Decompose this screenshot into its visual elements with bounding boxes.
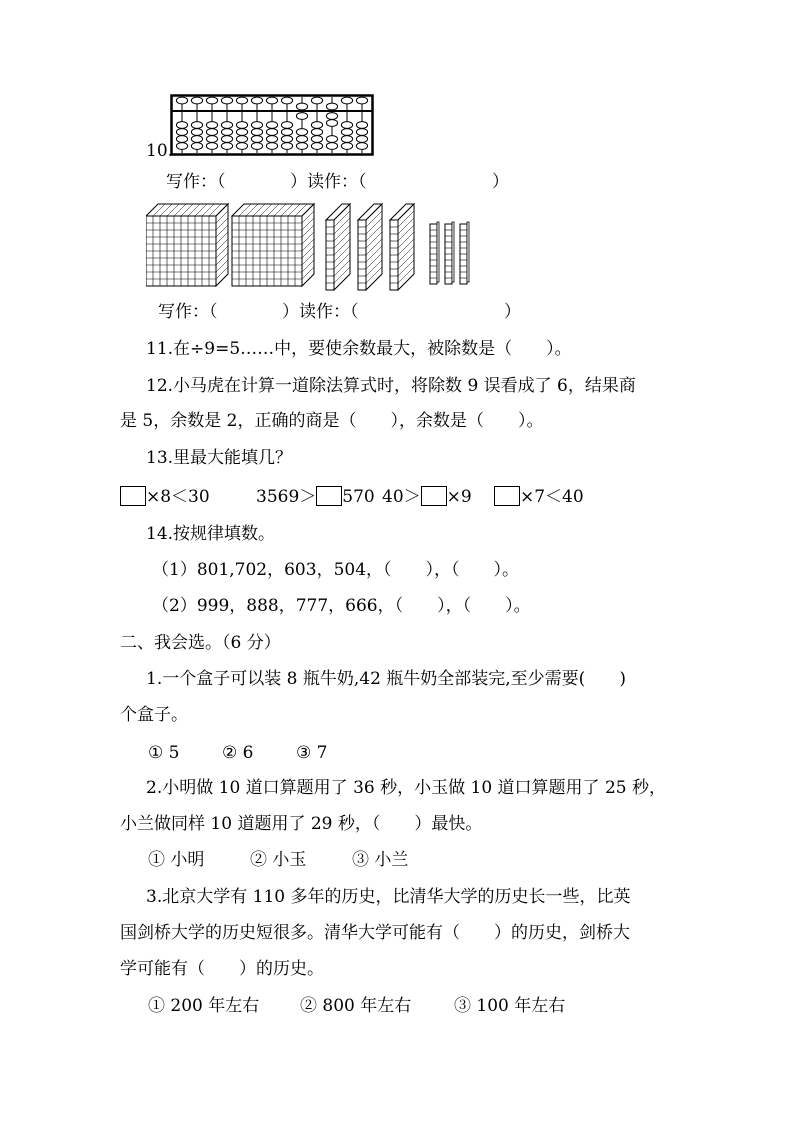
- abacus-bead: [236, 143, 247, 150]
- abacus-bead: [176, 136, 187, 143]
- abacus-bead: [191, 129, 202, 136]
- question-14-line2: （2）999，888，777，666，（ ），（ ）。: [152, 596, 531, 616]
- s2-q2-option-2[interactable]: ② 小玉: [250, 850, 307, 870]
- abacus-bead: [251, 122, 262, 129]
- abacus-bead: [311, 136, 322, 143]
- abacus-bead: [356, 122, 367, 129]
- abacus-bead: [341, 122, 352, 129]
- question-10-number: 10.: [146, 141, 174, 161]
- abacus-bead: [206, 97, 217, 104]
- abacus-bead: [326, 103, 337, 110]
- abacus-bead: [341, 97, 352, 104]
- abacus-bead: [356, 143, 367, 150]
- abacus-bead: [281, 129, 292, 136]
- abacus-bead: [296, 136, 307, 143]
- abacus-bead: [176, 122, 187, 129]
- abacus-bead: [266, 129, 277, 136]
- abacus-bead: [236, 136, 247, 143]
- rod-side: [437, 222, 439, 282]
- s2-q1-option-1[interactable]: ① 5: [148, 743, 180, 763]
- question-12-line1: 12.小马虎在计算一道除法算式时，将除数 9 误看成了 6，结果商: [146, 376, 636, 396]
- abacus-bead: [206, 136, 217, 143]
- q13-item-1: [120, 486, 210, 508]
- abacus-bead: [191, 122, 202, 129]
- answer-box[interactable]: [120, 486, 146, 506]
- abacus-bead: [251, 97, 262, 104]
- thousand-cube: [146, 204, 228, 286]
- abacus-bead: [206, 143, 217, 150]
- abacus-bead: [236, 97, 247, 104]
- abacus-bead: [191, 97, 202, 104]
- abacus-bead: [296, 103, 307, 110]
- q13-text: 40＞: [382, 487, 421, 507]
- s2-q2-line2: 小兰做同样 10 道题用了 29 秒，（ ）最快。: [120, 814, 483, 834]
- question-14-title: 14.按规律填数。: [146, 524, 276, 544]
- s2-q3-option-2[interactable]: ② 800 年左右: [300, 996, 412, 1016]
- base-ten-blocks-figure: [146, 202, 476, 292]
- abacus-bead: [311, 129, 322, 136]
- abacus-bead: [341, 129, 352, 136]
- abacus-bead: [251, 143, 262, 150]
- answer-box[interactable]: [494, 486, 520, 506]
- abacus-bead: [266, 143, 277, 150]
- abacus-bead: [281, 97, 292, 104]
- q10-row2-read-label: ）读作：（: [282, 302, 359, 322]
- q13-text: ×9: [446, 487, 472, 507]
- hundred-flat: [326, 204, 350, 290]
- abacus-bead: [311, 122, 322, 129]
- s2-q3-option-1[interactable]: ① 200 年左右: [148, 996, 260, 1016]
- abacus-bead: [251, 129, 262, 136]
- abacus-bead: [311, 97, 322, 104]
- abacus-bead: [221, 143, 232, 150]
- thousand-cube: [232, 204, 314, 286]
- ten-rod: [445, 222, 454, 284]
- abacus-bead: [176, 97, 187, 104]
- q13-text: 570: [342, 487, 375, 507]
- s2-q1-line1: 1.一个盒子可以装 8 瓶牛奶,42 瓶牛奶全部装完,至少需要( ): [146, 669, 626, 689]
- section-2-title: 二、我会选。（6 分）: [120, 633, 281, 653]
- abacus-bead: [356, 136, 367, 143]
- s2-q2-line1: 2.小明做 10 道口算题用了 36 秒，小玉做 10 道口算题用了 25 秒，: [146, 778, 666, 798]
- abacus-bead: [296, 143, 307, 150]
- hundred-flat: [390, 204, 414, 290]
- abacus-bead: [176, 129, 187, 136]
- q13-text: ×8＜30: [146, 487, 210, 507]
- abacus-bead: [251, 136, 262, 143]
- q13-item-3: [382, 486, 472, 508]
- abacus-bead: [341, 143, 352, 150]
- abacus-bead: [236, 122, 247, 129]
- abacus-bead: [341, 136, 352, 143]
- q13-item-2: [256, 486, 375, 508]
- abacus-bead: [326, 113, 337, 120]
- rod-side: [452, 222, 454, 282]
- abacus-figure: [170, 94, 374, 156]
- abacus-bead: [356, 97, 367, 104]
- s2-q1-option-3[interactable]: ③ 7: [296, 743, 328, 763]
- q10-row1-read-label: ）读作：（: [290, 172, 367, 192]
- question-13-title: 13.里最大能填几？: [146, 448, 293, 468]
- abacus-bead: [221, 129, 232, 136]
- question-12-line2: 是 5，余数是 2，正确的商是（ ），余数是（ ）。: [120, 411, 544, 431]
- abacus-bead: [221, 97, 232, 104]
- abacus-bead: [326, 120, 337, 127]
- abacus-bead: [266, 136, 277, 143]
- abacus-bead: [236, 129, 247, 136]
- s2-q3-option-3[interactable]: ③ 100 年左右: [454, 996, 566, 1016]
- abacus-bead: [176, 143, 187, 150]
- q10-row2-close: ）: [504, 302, 521, 322]
- abacus-bead: [311, 143, 322, 150]
- s2-q3-line1: 3.北京大学有 110 多年的历史，比清华大学的历史长一些，比英: [146, 887, 631, 907]
- abacus-bead: [266, 122, 277, 129]
- s2-q1-line2: 个盒子。: [120, 705, 188, 725]
- ten-rod: [460, 222, 469, 284]
- abacus-bead: [281, 143, 292, 150]
- ten-rod: [430, 222, 439, 284]
- s2-q3-line2: 国剑桥大学的历史短很多。清华大学可能有（ ）的历史，剑桥大: [120, 923, 630, 943]
- answer-box[interactable]: [421, 486, 447, 506]
- question-11: 11.在÷9=5……中，要使余数最大，被除数是（ ）。: [146, 339, 572, 359]
- abacus-bead: [206, 129, 217, 136]
- abacus-bead: [221, 122, 232, 129]
- rod-side: [467, 222, 469, 282]
- abacus-bead: [206, 122, 217, 129]
- abacus-bead: [281, 136, 292, 143]
- s2-q3-line3: 学可能有（ ）的历史。: [120, 959, 324, 979]
- q13-item-4: [494, 486, 584, 508]
- abacus-bead: [191, 136, 202, 143]
- q10-row2-write-label: 写作：（: [158, 302, 218, 322]
- s2-q2-option-1[interactable]: ① 小明: [148, 850, 205, 870]
- abacus-bead: [326, 136, 337, 143]
- abacus-bead: [296, 129, 307, 136]
- question-14-line1: （1）801,702，603，504，（ ），（ ）。: [152, 560, 520, 580]
- s2-q1-option-2[interactable]: ② 6: [222, 743, 254, 763]
- abacus-bead: [296, 113, 307, 120]
- abacus-bead: [356, 129, 367, 136]
- q13-text: 3569＞: [256, 487, 317, 507]
- q13-text: ×7＜40: [520, 487, 584, 507]
- abacus-bead: [266, 97, 277, 104]
- s2-q2-option-3[interactable]: ③ 小兰: [352, 850, 409, 870]
- answer-box[interactable]: [316, 486, 342, 506]
- abacus-bead: [191, 143, 202, 150]
- q10-row1-write-label: 写作：（: [166, 172, 226, 192]
- abacus-bead: [221, 136, 232, 143]
- hundred-flat: [358, 204, 382, 290]
- q10-row1-close: ）: [492, 172, 509, 192]
- abacus-bead: [326, 143, 337, 150]
- abacus-bead: [281, 122, 292, 129]
